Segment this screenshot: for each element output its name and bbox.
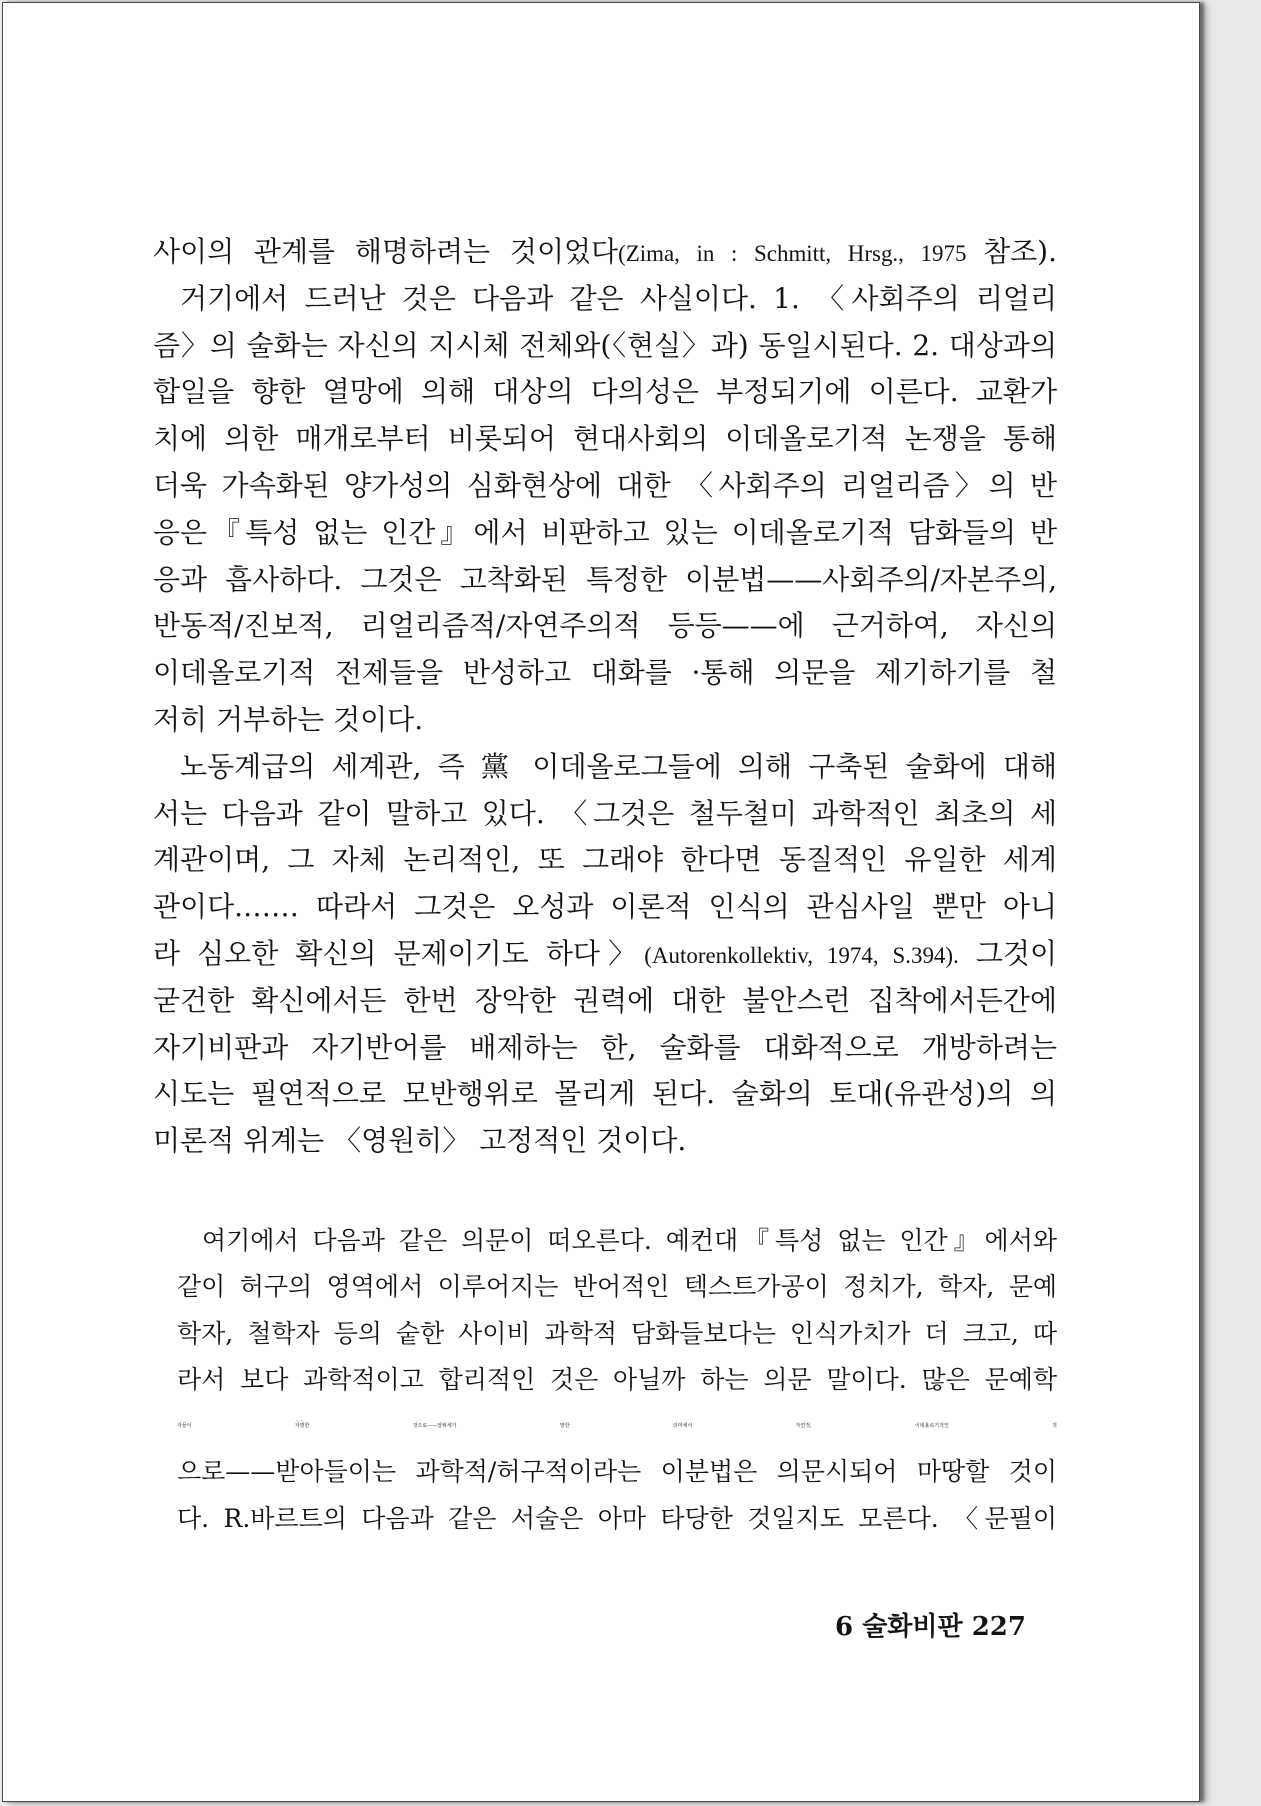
line-text: 으로——받아들이는 과학적/허구적이라는 이분법은 의문시되어 마땅할 것이 [177,1457,1057,1487]
text-line [177,1357,1057,1403]
line-text-segment: 참조). [983,235,1057,268]
text-line [177,1264,1057,1310]
text-line [153,744,1057,791]
extract-block [177,1218,1057,1542]
line-text: 서는 다음과 같이 말하고 있다. 〈그것은 철두철미 과학적인 최초의 세 [153,796,1057,830]
citation: (Autorenkollektiv, 1974, S.394). [644,942,959,968]
text-line [153,416,1057,463]
text-line [153,1071,1057,1118]
line-text: 저히 거부하는 것이다. [153,702,424,736]
line-text: 관이다.…… 따라서 그것은 오성과 이론적 인식의 관심사일 뿐만 아니 [153,890,1057,924]
line-text: 반동적/진보적, 리얼리즘적/자연주의적 등등——에 근거하여, 자신의 [153,609,1057,643]
line-text-segment: 자들이 [177,1423,295,1430]
text-line [153,510,1057,557]
text-line [153,791,1057,838]
text-line [153,276,1057,323]
line-text: 치에 의한 매개로부터 비롯되어 현대사회의 이데올로기적 논쟁을 통해 [153,422,1057,456]
text-line [153,978,1057,1025]
line-text: 미론적 위계는 〈영원히〉 고정적인 것이다. [153,1124,687,1158]
line-text: 응은『특성 없는 인간』에서 비판하고 있는 이데올로기적 담화들의 반 [153,515,1057,549]
line-text-segment: 라 심오한 확신의 문제이기도 하다〉 [153,936,645,970]
chapter-number: 6 [835,1612,854,1642]
text-line [177,1449,1057,1495]
line-text-segment: 그것이 [958,936,1057,970]
book-page [2,2,1200,1802]
body-text [153,229,1057,1165]
line-text: 즘〉의 술화는 자신의 지시체 전체와(〈현실〉과) 동일시된다. 2. 대상과의 [153,328,1057,362]
text-line [177,1403,1057,1449]
text-line [153,369,1057,416]
running-footer [803,1609,1026,1645]
line-text: 이데올로기적 전제들을 반성하고 대화를 ·통해 의문을 제기하기를 철 [153,656,1057,690]
text-line [153,603,1057,650]
citation: (Zima, in : Schmitt, Hrsg., 1975 [618,241,984,266]
line-text: 거기에서 드러난 것은 다음과 같은 사실이다. 1. 〈사회주의 리얼리 [180,281,1057,315]
line-text: 노동계급의 세계관, 즉 黨 이데올로그들에 의해 구축된 술화에 대해 [180,749,1057,783]
text-line [153,323,1057,370]
paragraph [153,229,1057,276]
text-line [153,650,1057,697]
line-text: 굳건한 확신에서든 한번 장악한 권력에 대한 불안스런 집착에서든간에 [153,983,1057,1017]
line-text: 학자, 철학자 등의 숱한 사이비 과학적 담화들보다는 인식가치가 더 크고, 따 [177,1318,1057,1348]
paragraph [153,744,1057,1165]
text-line [153,1118,1057,1165]
line-text: 자기비판과 자기반어를 배제하는 한, 술화를 대화적으로 개방하려는 [153,1030,1057,1064]
line-text: 라서 보다 과학적이고 합리적인 것은 아닐까 하는 의문 말이다. 많은 문예학 [177,1364,1057,1394]
text-line [177,1496,1057,1542]
line-text: 응과 흡사하다. 그것은 고착화된 특정한 이분법——사회주의/자본주의, [153,562,1057,596]
line-text: 더욱 가속화된 양가성의 심화현상에 대한 〈사회주의 리얼리즘〉의 반 [153,468,1057,502]
line-text [177,1423,1057,1429]
text-line [153,837,1057,884]
line-text: 시도는 필연적으로 모반행위로 몰리게 된다. 술화의 토대(유관성)의 의 [153,1077,1057,1111]
text-line [153,931,1057,978]
page-number: 227 [971,1612,1026,1642]
text-line [153,463,1057,510]
chapter-title: 술화비판 [862,1612,963,1642]
text-line [153,229,1057,276]
line-text [153,937,1057,970]
line-text: 다. R.바르트의 다음과 같은 서술은 아마 타당한 것일지도 모른다. 〈문필이 [177,1503,1057,1533]
text-line [153,884,1057,931]
text-line [177,1311,1057,1357]
line-text-segment: 사이의 관계를 해명하려는 것이었다 [153,235,619,268]
line-text: 합일을 향한 열망에 의해 대상의 다의성은 부정되기에 이른다. 교환가 [153,375,1057,409]
text-line [153,697,1057,744]
line-text: 같이 허구의 영역에서 이루어지는 반어적인 텍스트가공이 정치가, 학자, 문예 [177,1272,1057,1302]
text-line [153,557,1057,604]
emphasized-text: 자명 [294,1423,305,1430]
line-text: 계관이며, 그 자체 논리적인, 또 그래야 한다면 동질적인 유일한 세계 [153,843,1057,877]
line-text: 여기에서 다음과 같은 의문이 떠오른다. 예컨대『특성 없는 인간』에서와 [202,1226,1057,1255]
text-line [153,1025,1057,1072]
paragraph [153,276,1057,744]
line-text [153,235,1057,268]
text-line [177,1218,1057,1264]
line-text-segment: 한 것으로——알튀세가 말한 의미에서 자연적, 이데올로기적인 것 [304,1423,1057,1430]
